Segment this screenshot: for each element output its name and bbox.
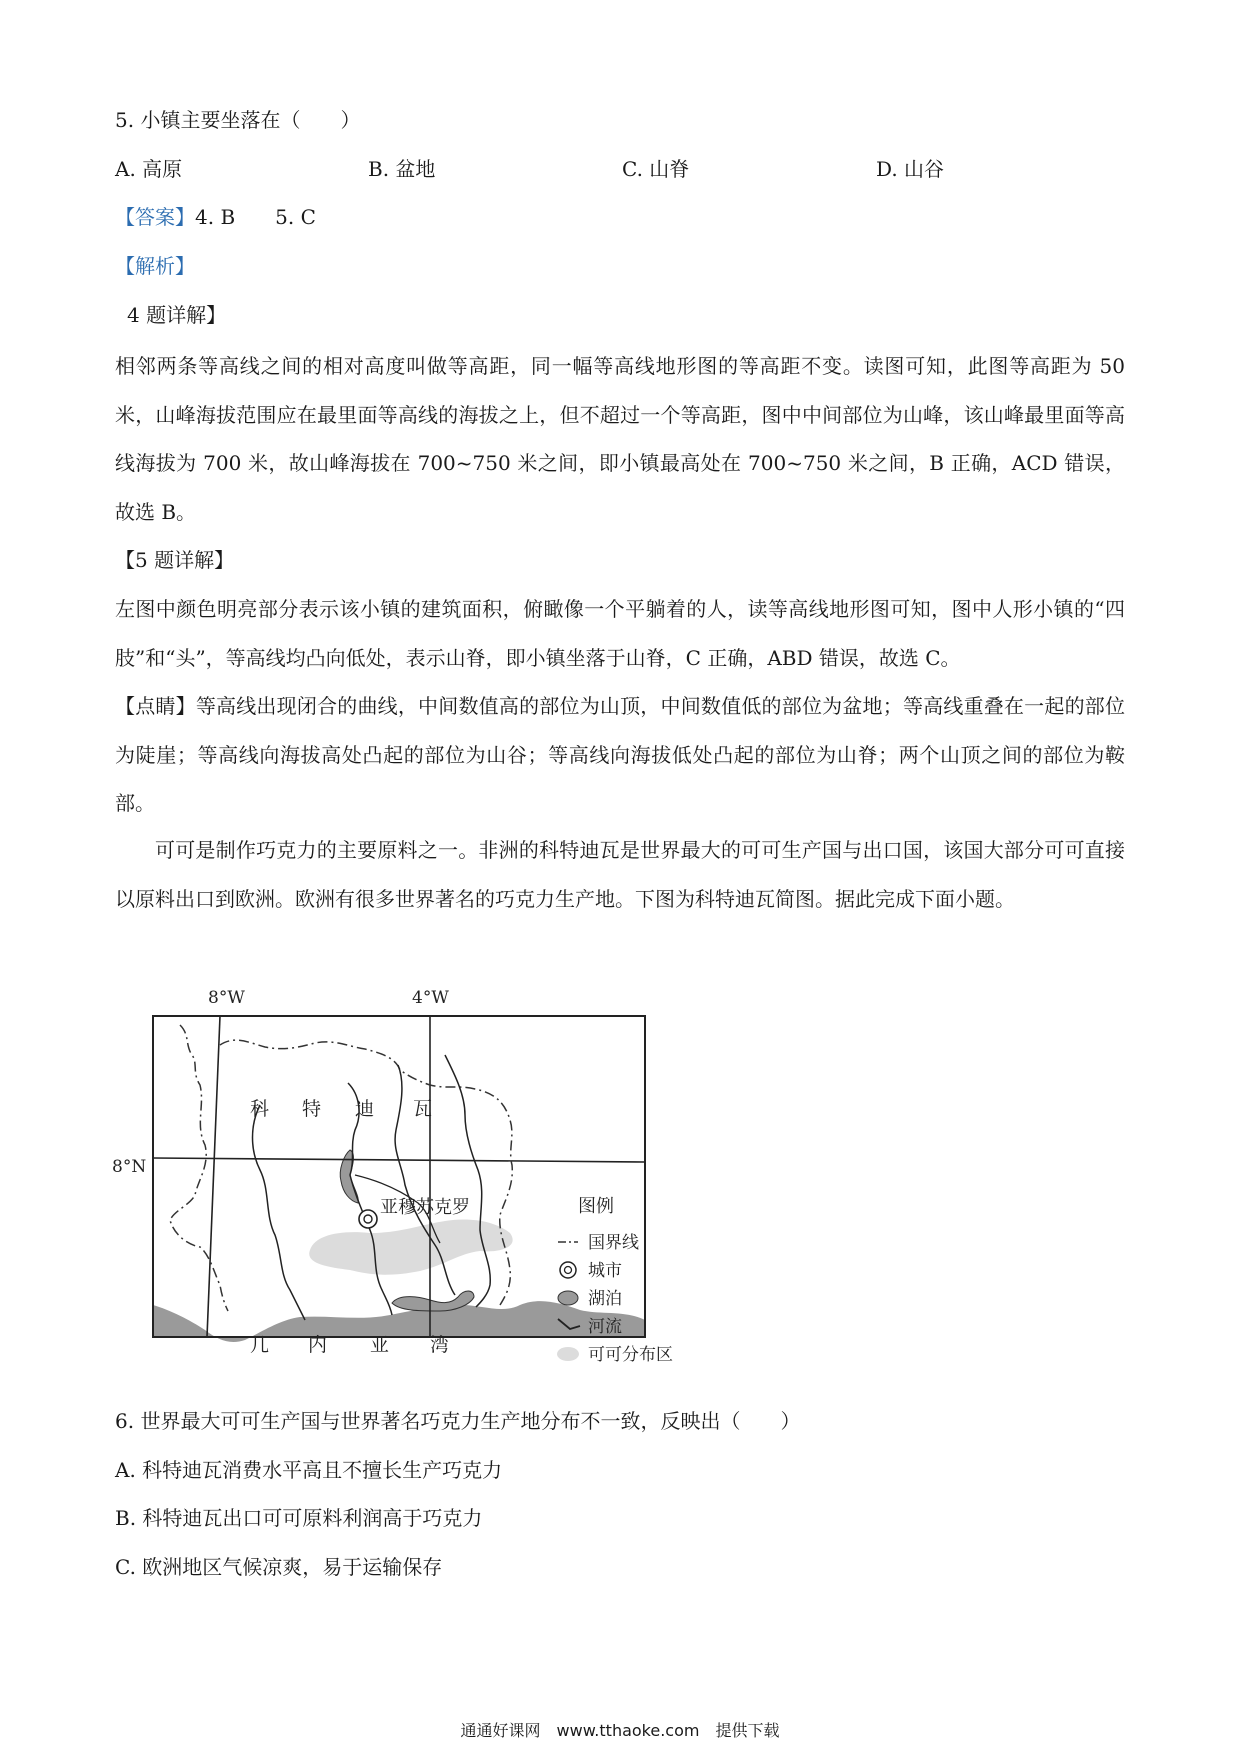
q5-option-a: A. 高原: [115, 157, 183, 181]
country-char-4: 瓦: [413, 1098, 433, 1120]
gulf-char-1: 几: [250, 1334, 270, 1356]
q5-option-b: B. 盆地: [368, 157, 436, 181]
legend-item-lake: 湖泊: [588, 1289, 622, 1309]
lake-legend-icon: [558, 1291, 578, 1305]
city-legend-icon: [560, 1262, 576, 1278]
gulf-char-3: 亚: [370, 1334, 390, 1356]
lat-label-8n: 8°N: [112, 1157, 147, 1177]
answer-label: 【答案】: [115, 205, 195, 229]
page-footer: 通通好课网 www.tthaoke.com 提供下载: [460, 1721, 780, 1740]
country-char-2: 特: [302, 1098, 322, 1120]
city-label: 亚穆苏克罗: [380, 1197, 470, 1218]
map-legend: [557, 1196, 673, 1365]
legend-item-city: 城市: [588, 1261, 622, 1281]
q4-detail-heading: 4 题详解】: [127, 303, 227, 327]
q5-detail-body: 左图中颜色明亮部分表示该小镇的建筑面积，俯瞰像一个平躺着的人，读等高线地形图可知，图中人形小镇的“四肢”和“头”，等高线均凸向低处，表示山脊，即小镇坐落于山脊，C 正确，ABD 错误，故选 C。: [115, 597, 1125, 670]
legend-item-cocoa: 可可分布区: [588, 1345, 673, 1365]
lon-label-4w: 4°W: [412, 988, 449, 1008]
river-sassandra: [253, 1105, 306, 1320]
cocoa-area: [309, 1220, 512, 1275]
q5-option-d: D. 山谷: [876, 157, 945, 181]
legend-title: 图例: [578, 1196, 614, 1217]
question-5-stem: 5. 小镇主要坐落在（ ）: [115, 108, 361, 132]
country-char-1: 科: [250, 1098, 270, 1120]
intro-paragraph: 可可是制作巧克力的主要原料之一。非洲的科特迪瓦是世界最大的可可生产国与出口国，该国大部分可可直接以原料出口到欧洲。欧洲有很多世界著名的巧克力生产地。下图为科特迪瓦简图。据此完成下面小题。: [115, 838, 1125, 911]
legend-item-border: 国界线: [588, 1233, 639, 1253]
q5-detail-heading: 【5 题详解】: [115, 548, 235, 572]
meridian-8w: [207, 1016, 220, 1337]
q6-option-b: B. 科特迪瓦出口可可原料利润高于巧克力: [115, 1506, 483, 1530]
city-icon: [359, 1210, 377, 1228]
river-comoe: [445, 1055, 490, 1307]
q6-option-c: C. 欧洲地区气候凉爽，易于运输保存: [115, 1555, 443, 1579]
country-char-3: 迪: [355, 1098, 375, 1120]
map-frame: [153, 1016, 645, 1337]
gulf-char-2: 内: [308, 1334, 328, 1356]
q5-option-c: C. 山脊: [622, 157, 690, 181]
question-6-stem: 6. 世界最大可可生产国与世界著名巧克力生产地分布不一致，反映出（ ）: [115, 1409, 801, 1433]
answer-text: 4. B 5. C: [195, 205, 316, 229]
legend-item-river: 河流: [588, 1317, 622, 1337]
cote-divoire-map: [100, 985, 720, 1385]
tip-paragraph: 【点睛】等高线出现闭合的曲线，中间数值高的部位为山顶，中间数值低的部位为盆地；等高线重叠在一起的部位为陡崖；等高线向海拔高处凸起的部位为山谷；等高线向海拔低处凸起的部位为山脊；两个山顶之间的部位为鞍部。: [115, 694, 1125, 815]
analysis-label: 【解析】: [115, 254, 195, 278]
gulf-char-4: 湾: [430, 1334, 450, 1356]
lon-label-8w: 8°W: [208, 988, 245, 1008]
map-svg: [100, 985, 720, 1385]
q4-detail-body: 相邻两条等高线之间的相对高度叫做等高距，同一幅等高线地形图的等高距不变。读图可知，此图等高距为 50 米，山峰海拔范围应在最里面等高线的海拔之上，但不超过一个等高距，图中中间部位为山峰，该山峰最里面等高线海拔为 700 米，故山峰海拔在 700~750 米之间，即小镇最高处在 700~750 米之间，B 正确，ACD 错误，故选 B。: [115, 354, 1125, 524]
cocoa-legend-icon: [557, 1347, 579, 1361]
answer-line: [115, 204, 316, 230]
q6-option-a: A. 科特迪瓦消费水平高且不擅长生产巧克力: [115, 1458, 503, 1482]
